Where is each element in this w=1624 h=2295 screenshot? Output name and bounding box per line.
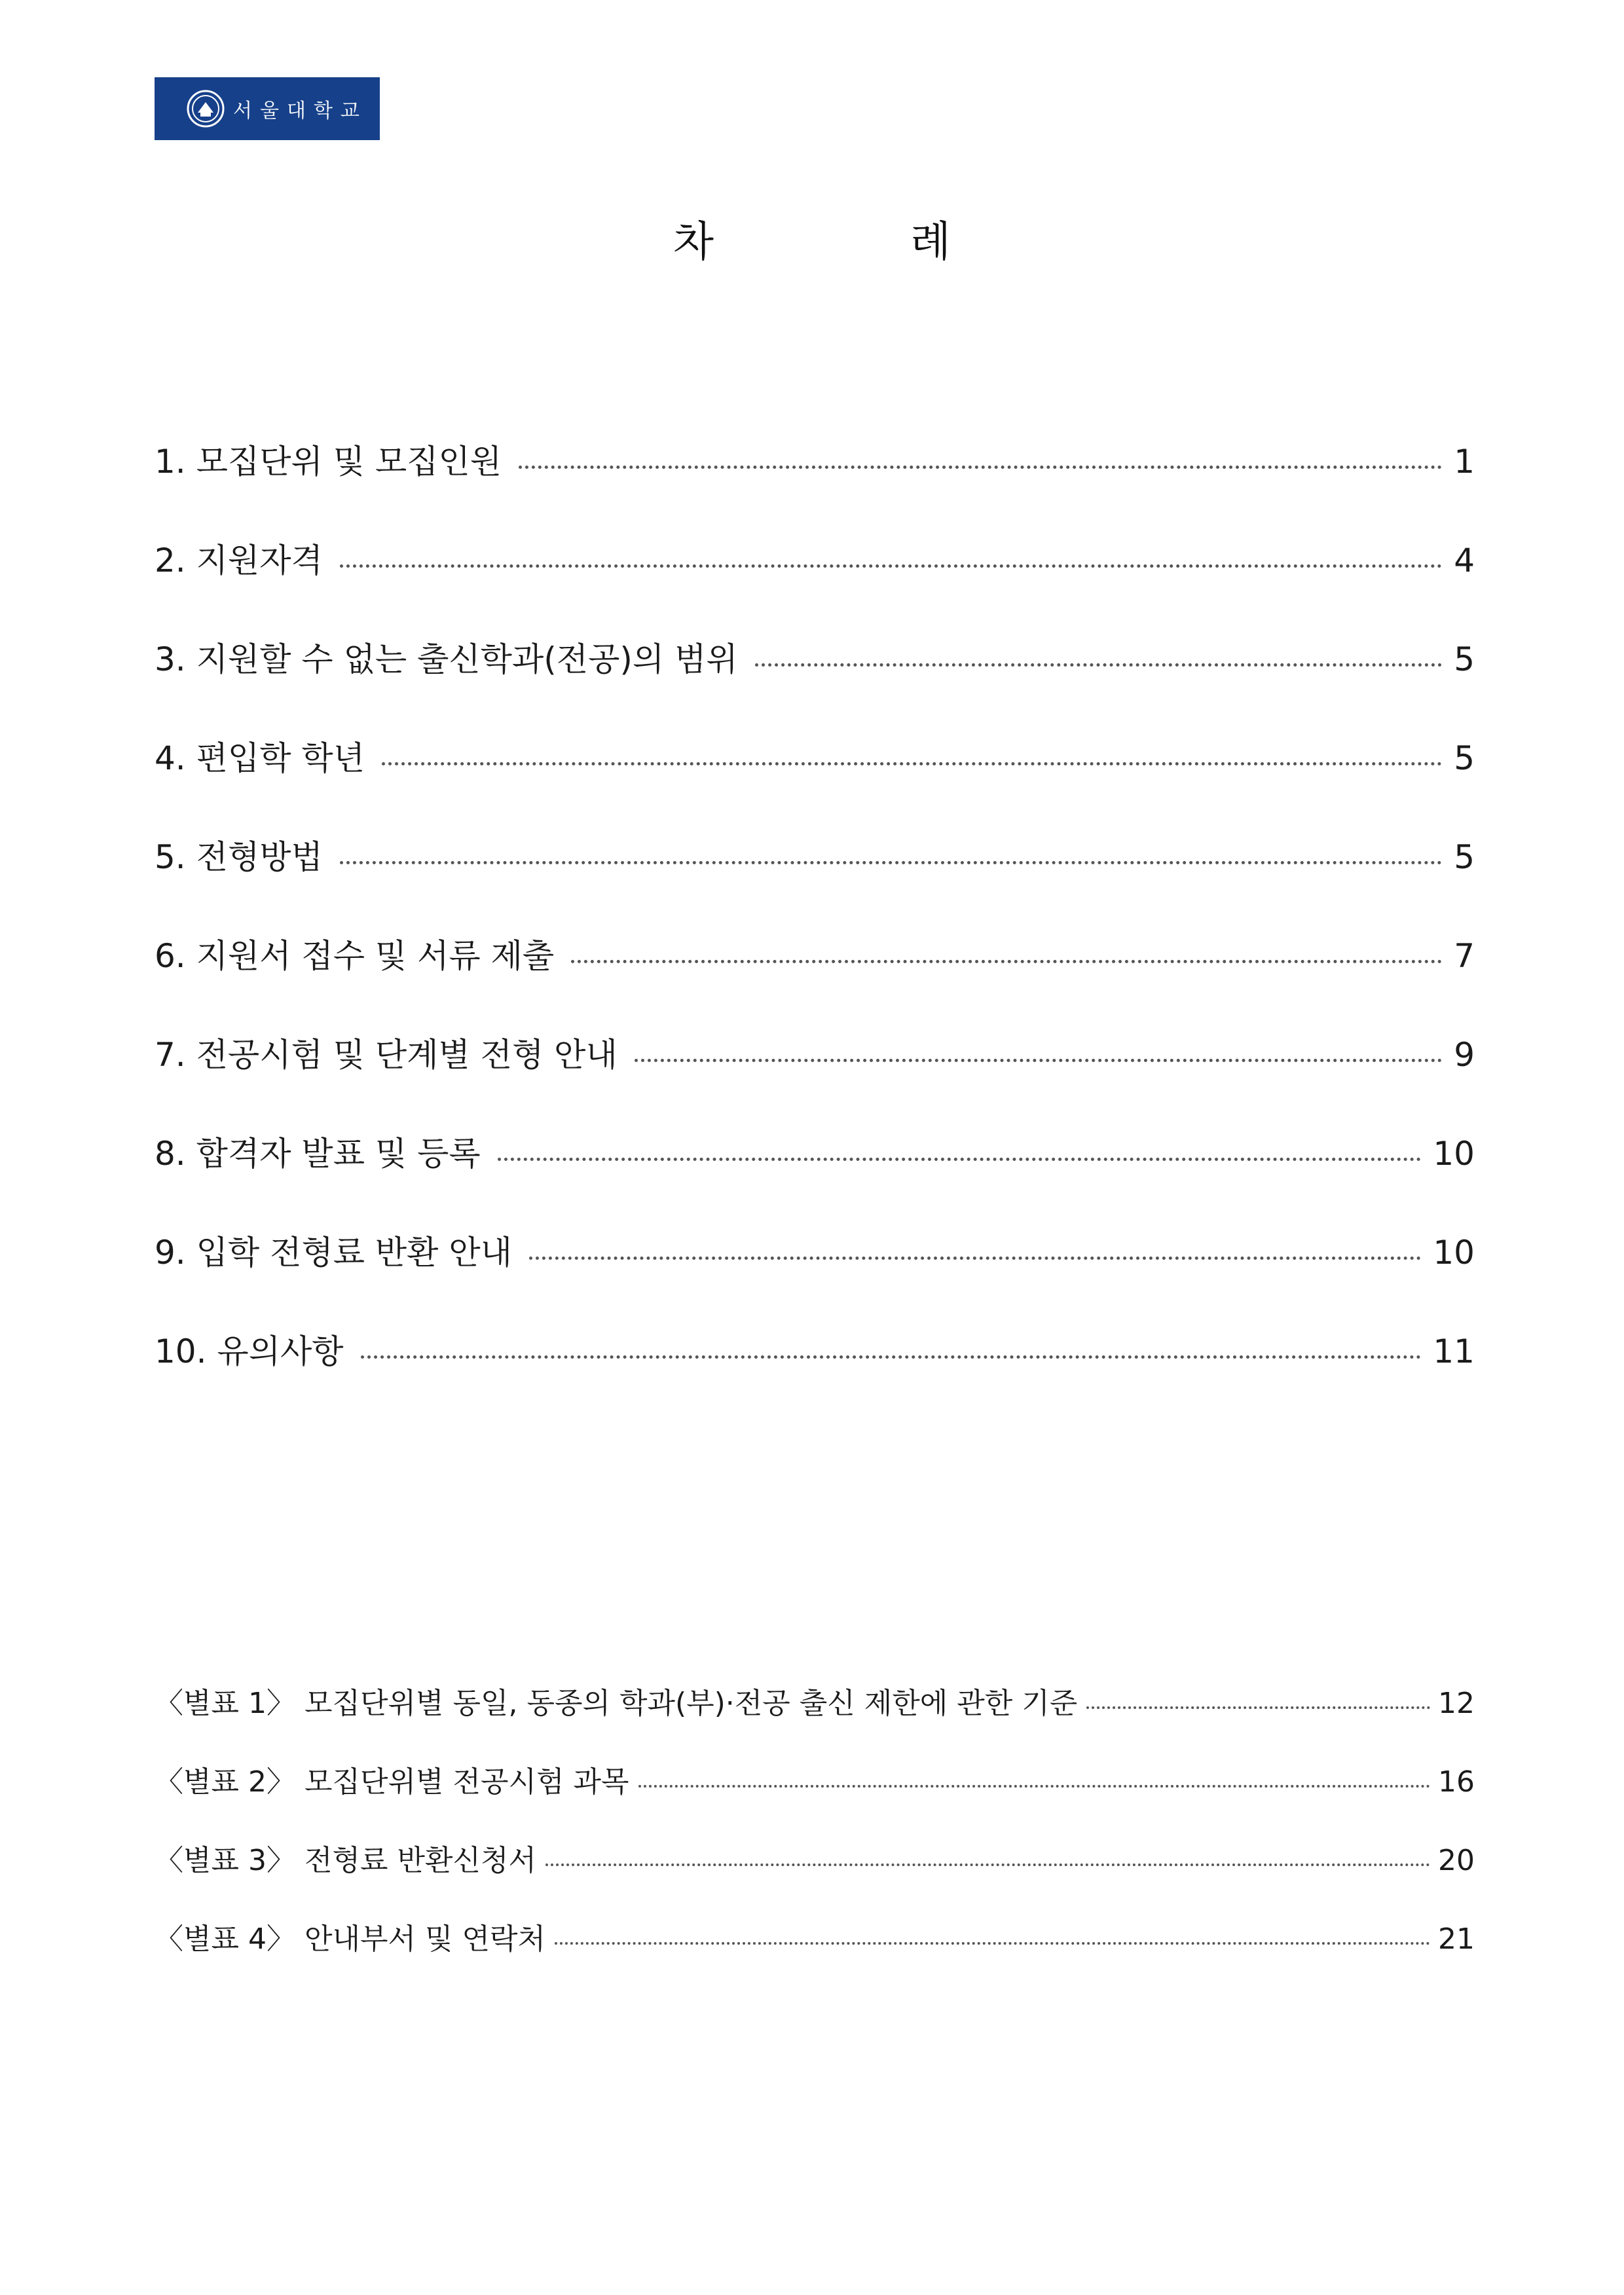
appendix-entry[interactable] — [155, 1758, 1475, 1837]
toc-entry-page: 5 — [1454, 640, 1475, 678]
page-title — [0, 208, 1624, 268]
university-emblem-icon — [186, 89, 225, 128]
appendix-list — [155, 1680, 1475, 1994]
toc-entry[interactable] — [155, 534, 1475, 633]
toc-entry-label: 2. 지원자격 — [155, 542, 323, 579]
title-char-left: 차 — [673, 218, 714, 266]
toc-entry-label: 5. 전형방법 — [155, 838, 323, 876]
dot-leader — [555, 1942, 1430, 1945]
toc-entry-label: 1. 모집단위 및 모집인원 — [155, 443, 502, 481]
toc-entry-page: 7 — [1454, 937, 1475, 975]
toc-entry[interactable] — [155, 1226, 1475, 1325]
dot-leader — [571, 960, 1442, 963]
toc-entry-page: 5 — [1454, 739, 1475, 777]
toc-entry-label: 9. 입학 전형료 반환 안내 — [155, 1234, 512, 1272]
toc-entry-page: 10 — [1433, 1135, 1475, 1173]
dot-leader — [755, 663, 1443, 667]
appendix-entry[interactable] — [155, 1915, 1475, 1994]
toc-entry-page: 11 — [1433, 1332, 1475, 1370]
appendix-entry-page: 16 — [1438, 1765, 1475, 1799]
toc-entry-label: 3. 지원할 수 없는 출신학과(전공)의 범위 — [155, 640, 738, 678]
toc-entry-label: 4. 편입학 학년 — [155, 739, 365, 777]
toc-entry[interactable] — [155, 831, 1475, 930]
appendix-entry-label: 〈별표 4〉 안내부서 및 연락처 — [155, 1922, 545, 1956]
table-of-contents — [155, 435, 1475, 1424]
toc-entry[interactable] — [155, 633, 1475, 732]
toc-entry[interactable] — [155, 930, 1475, 1029]
appendix-entry-label: 〈별표 3〉 전형료 반환신청서 — [155, 1844, 536, 1877]
appendix-entry-page: 12 — [1438, 1687, 1475, 1720]
appendix-entry-page: 20 — [1438, 1844, 1475, 1877]
title-char-right: 례 — [910, 218, 951, 266]
toc-entry[interactable] — [155, 435, 1475, 534]
toc-entry[interactable] — [155, 1128, 1475, 1226]
appendix-entry-label: 〈별표 2〉 모집단위별 전공시험 과목 — [155, 1765, 629, 1799]
toc-entry-page: 5 — [1454, 838, 1475, 876]
dot-leader — [519, 466, 1442, 469]
appendix-entry-label: 〈별표 1〉 모집단위별 동일, 동종의 학과(부)·전공 출신 제한에 관한 기준 — [155, 1687, 1078, 1720]
dot-leader — [498, 1158, 1422, 1161]
dot-leader — [638, 1785, 1431, 1788]
dot-leader — [545, 1864, 1430, 1866]
toc-entry-page: 1 — [1454, 443, 1475, 481]
toc-entry-page: 10 — [1433, 1234, 1475, 1272]
toc-entry-label: 7. 전공시험 및 단계별 전형 안내 — [155, 1036, 618, 1074]
appendix-entry[interactable] — [155, 1837, 1475, 1915]
university-logo — [155, 77, 380, 140]
dot-leader — [340, 564, 1442, 568]
dot-leader — [361, 1355, 1422, 1359]
dot-leader — [1086, 1706, 1430, 1709]
toc-entry-page: 4 — [1454, 542, 1475, 579]
dot-leader — [340, 861, 1442, 864]
dot-leader — [529, 1257, 1421, 1260]
appendix-entry-page: 21 — [1438, 1922, 1475, 1956]
toc-entry[interactable] — [155, 732, 1475, 831]
dot-leader — [635, 1059, 1442, 1062]
toc-entry[interactable] — [155, 1325, 1475, 1424]
toc-entry[interactable] — [155, 1029, 1475, 1128]
toc-entry-label: 6. 지원서 접수 및 서류 제출 — [155, 937, 555, 975]
toc-entry-page: 9 — [1454, 1036, 1475, 1074]
dot-leader — [382, 762, 1442, 765]
logo-text: 서울대학교 — [233, 100, 367, 122]
toc-entry-label: 10. 유의사항 — [155, 1332, 344, 1370]
toc-entry-label: 8. 합격자 발표 및 등록 — [155, 1135, 481, 1173]
appendix-entry[interactable] — [155, 1680, 1475, 1758]
